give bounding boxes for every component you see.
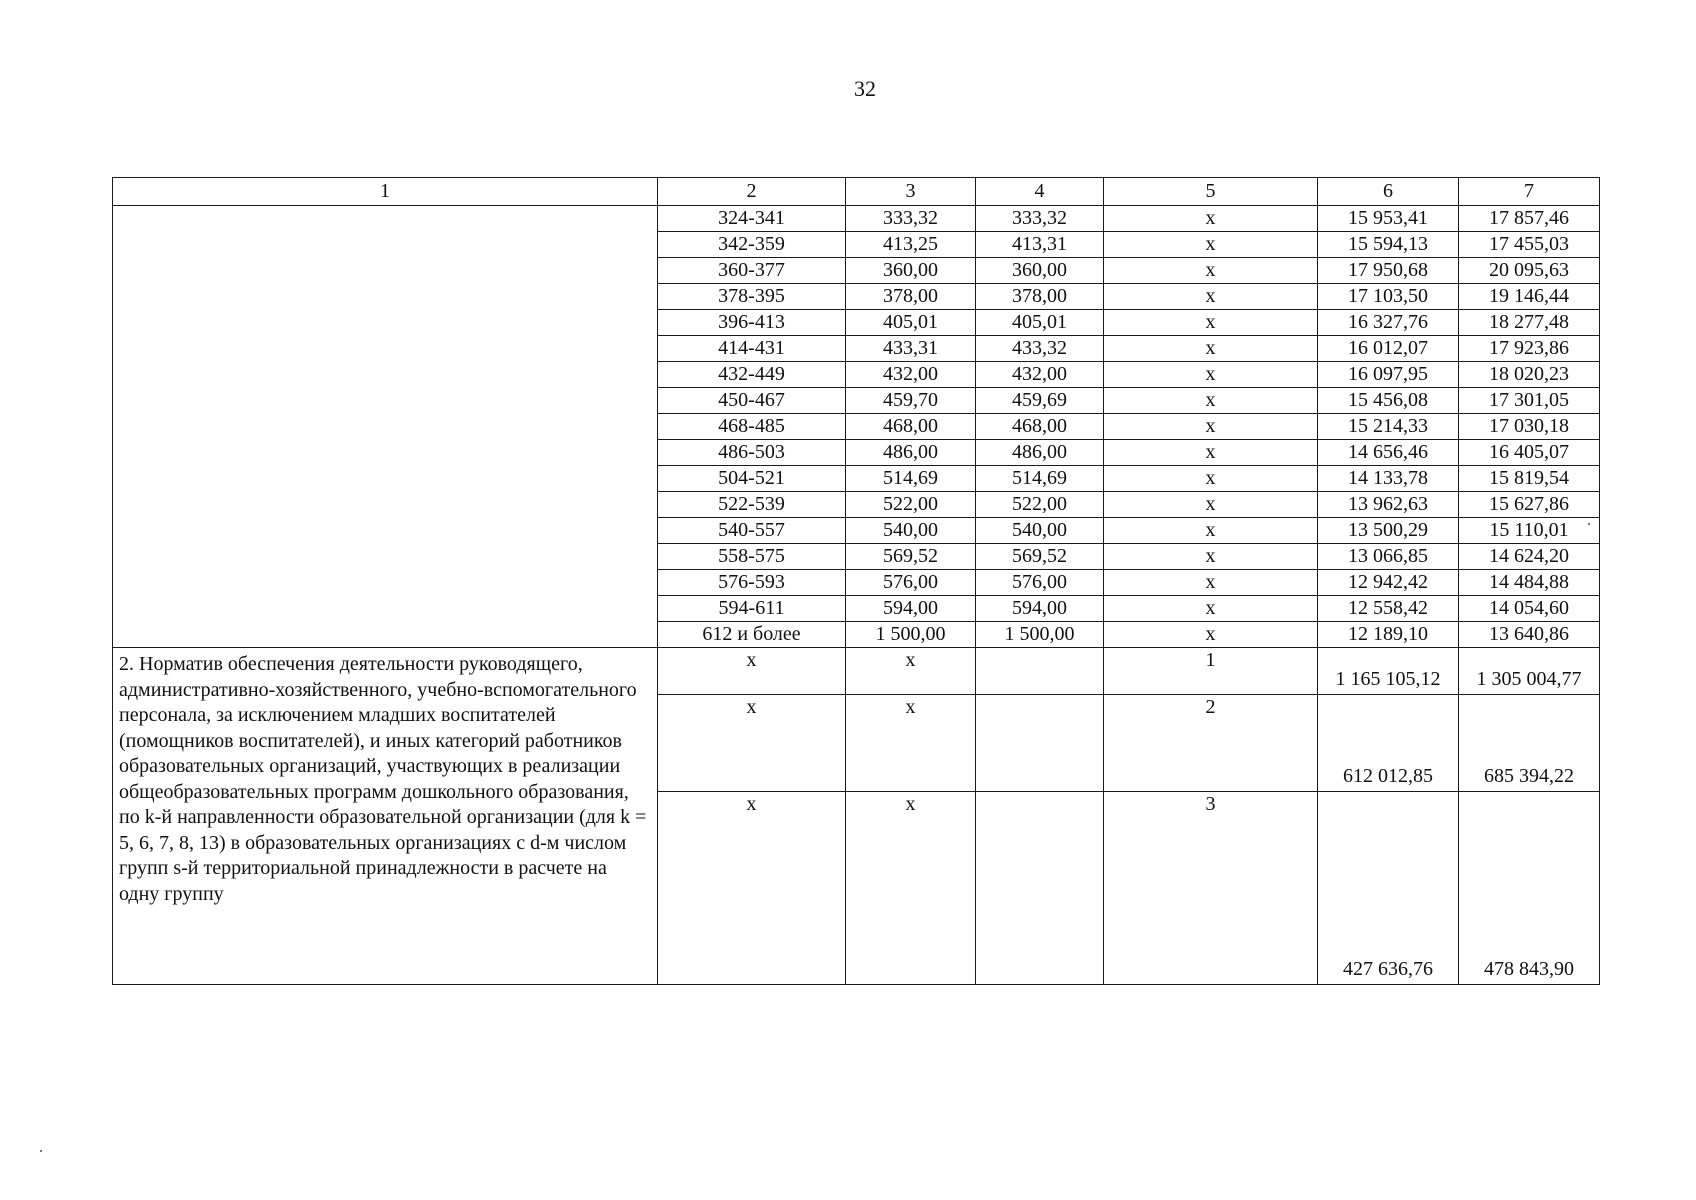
- value-cell: 17 030,18: [1459, 414, 1600, 440]
- value-cell: 514,69: [976, 466, 1104, 492]
- value-cell: 15 214,33: [1318, 414, 1459, 440]
- value-cell: 486,00: [976, 440, 1104, 466]
- value-cell: 14 484,88: [1459, 570, 1600, 596]
- marker-cell: x: [1104, 310, 1318, 336]
- marker-cell: x: [1104, 414, 1318, 440]
- value-cell: 569,52: [846, 544, 976, 570]
- page-number: 32: [854, 76, 876, 101]
- scan-speck: [1588, 523, 1590, 525]
- value-cell: 540,00: [976, 518, 1104, 544]
- value-cell: 1 500,00: [846, 622, 976, 648]
- group-range-cell: 522-539: [658, 492, 846, 518]
- value-cell: 14 656,46: [1318, 440, 1459, 466]
- group-range-cell: 504-521: [658, 466, 846, 492]
- value-cell: 360,00: [846, 258, 976, 284]
- value-cell: 13 066,85: [1318, 544, 1459, 570]
- value-cell: 540,00: [846, 518, 976, 544]
- marker-cell: x: [658, 792, 846, 985]
- group-range-cell: 342-359: [658, 232, 846, 258]
- value-cell: 1 165 105,12: [1318, 648, 1459, 695]
- value-cell: 13 500,29: [1318, 518, 1459, 544]
- value-cell: 16 012,07: [1318, 336, 1459, 362]
- value-cell: 569,52: [976, 544, 1104, 570]
- marker-cell: x: [1104, 492, 1318, 518]
- section2-row: [113, 648, 1600, 695]
- value-cell: 17 301,05: [1459, 388, 1600, 414]
- group-range-cell: 378-395: [658, 284, 846, 310]
- marker-cell: x: [658, 648, 846, 695]
- marker-cell: x: [1104, 466, 1318, 492]
- group-range-cell: 594-611: [658, 596, 846, 622]
- value-cell: 433,32: [976, 336, 1104, 362]
- marker-cell: x: [1104, 518, 1318, 544]
- header-cell: 3: [846, 178, 976, 206]
- marker-cell: x: [1104, 440, 1318, 466]
- marker-cell: x: [1104, 570, 1318, 596]
- value-cell: 12 189,10: [1318, 622, 1459, 648]
- value-cell: 468,00: [976, 414, 1104, 440]
- value-cell: 17 455,03: [1459, 232, 1600, 258]
- value-cell: 17 857,46: [1459, 206, 1600, 232]
- value-cell: 12 558,42: [1318, 596, 1459, 622]
- value-cell: 594,00: [846, 596, 976, 622]
- marker-cell: x: [846, 648, 976, 695]
- value-cell: 432,00: [976, 362, 1104, 388]
- value-cell: 13 962,63: [1318, 492, 1459, 518]
- header-cell: 1: [113, 178, 658, 206]
- value-cell: 12 942,42: [1318, 570, 1459, 596]
- value-cell: 15 953,41: [1318, 206, 1459, 232]
- marker-cell: x: [1104, 388, 1318, 414]
- group-range-cell: 468-485: [658, 414, 846, 440]
- value-cell: 19 146,44: [1459, 284, 1600, 310]
- value-cell: 333,32: [846, 206, 976, 232]
- value-cell: 15 627,86: [1459, 492, 1600, 518]
- value-cell: 17 950,68: [1318, 258, 1459, 284]
- value-cell: 16 405,07: [1459, 440, 1600, 466]
- value-cell: 514,69: [846, 466, 976, 492]
- data-table: [112, 177, 1600, 985]
- marker-cell: x: [1104, 362, 1318, 388]
- group-range-cell: 558-575: [658, 544, 846, 570]
- header-cell: 7: [1459, 178, 1600, 206]
- marker-cell: x: [1104, 258, 1318, 284]
- value-cell: 432,00: [846, 362, 976, 388]
- value-cell: 405,01: [846, 310, 976, 336]
- group-range-cell: 324-341: [658, 206, 846, 232]
- value-cell: 18 277,48: [1459, 310, 1600, 336]
- value-cell: 16 327,76: [1318, 310, 1459, 336]
- value-cell: 522,00: [976, 492, 1104, 518]
- value-cell: 15 819,54: [1459, 466, 1600, 492]
- empty-description-cell: [113, 206, 658, 648]
- value-cell: 459,70: [846, 388, 976, 414]
- empty-cell: [976, 695, 1104, 792]
- value-cell: 15 594,13: [1318, 232, 1459, 258]
- value-cell: 612 012,85: [1318, 695, 1459, 792]
- value-cell: 14 624,20: [1459, 544, 1600, 570]
- marker-cell: x: [1104, 544, 1318, 570]
- value-cell: 522,00: [846, 492, 976, 518]
- value-cell: 413,31: [976, 232, 1104, 258]
- value-cell: 14 133,78: [1318, 466, 1459, 492]
- value-cell: 594,00: [976, 596, 1104, 622]
- marker-cell: x: [1104, 284, 1318, 310]
- value-cell: 13 640,86: [1459, 622, 1600, 648]
- value-cell: 468,00: [846, 414, 976, 440]
- header-cell: 5: [1104, 178, 1318, 206]
- value-cell: 18 020,23: [1459, 362, 1600, 388]
- value-cell: 16 097,95: [1318, 362, 1459, 388]
- group-range-cell: 486-503: [658, 440, 846, 466]
- value-cell: 459,69: [976, 388, 1104, 414]
- table-header-row: [113, 178, 1600, 206]
- table-row: [113, 206, 1600, 232]
- marker-cell: x: [1104, 232, 1318, 258]
- marker-cell: x: [1104, 622, 1318, 648]
- group-count-cell: 2: [1104, 695, 1318, 792]
- marker-cell: x: [1104, 206, 1318, 232]
- value-cell: 478 843,90: [1459, 792, 1600, 985]
- value-cell: 20 095,63: [1459, 258, 1600, 284]
- value-cell: 1 500,00: [976, 622, 1104, 648]
- group-range-cell: 396-413: [658, 310, 846, 336]
- value-cell: 405,01: [976, 310, 1104, 336]
- header-cell: 6: [1318, 178, 1459, 206]
- marker-cell: x: [846, 695, 976, 792]
- value-cell: 576,00: [976, 570, 1104, 596]
- group-range-cell: 450-467: [658, 388, 846, 414]
- value-cell: 427 636,76: [1318, 792, 1459, 985]
- group-range-cell: 576-593: [658, 570, 846, 596]
- header-cell: 2: [658, 178, 846, 206]
- value-cell: 576,00: [846, 570, 976, 596]
- marker-cell: x: [846, 792, 976, 985]
- group-count-cell: 3: [1104, 792, 1318, 985]
- value-cell: 486,00: [846, 440, 976, 466]
- value-cell: 378,00: [976, 284, 1104, 310]
- marker-cell: x: [658, 695, 846, 792]
- value-cell: 333,32: [976, 206, 1104, 232]
- value-cell: 15 456,08: [1318, 388, 1459, 414]
- group-range-cell: 414-431: [658, 336, 846, 362]
- group-range-cell: 612 и более: [658, 622, 846, 648]
- value-cell: 433,31: [846, 336, 976, 362]
- marker-cell: x: [1104, 596, 1318, 622]
- group-range-cell: 432-449: [658, 362, 846, 388]
- value-cell: 17 103,50: [1318, 284, 1459, 310]
- group-range-cell: 540-557: [658, 518, 846, 544]
- value-cell: 15 110,01: [1459, 518, 1600, 544]
- empty-cell: [976, 648, 1104, 695]
- marker-cell: x: [1104, 336, 1318, 362]
- value-cell: 360,00: [976, 258, 1104, 284]
- value-cell: 685 394,22: [1459, 695, 1600, 792]
- scan-speck: [40, 1150, 42, 1152]
- section2-description: 2. Норматив обеспечения деятельности руководящего, административно-хозяйственного, учебно-вспомогательного персонала, за исключением младших воспитателей (помощников воспитателей), и иных категорий работников образовательных организаций, участвующих в реализации общеобразовательных программ дошкольного образования, по k-й направленности образовательной организации (для k = 5, 6, 7, 8, 13) в образовательных организациях с d-м числом групп s-й территориальной принадлежности в расчете на одну группу: [113, 648, 658, 985]
- group-range-cell: 360-377: [658, 258, 846, 284]
- value-cell: 378,00: [846, 284, 976, 310]
- empty-cell: [976, 792, 1104, 985]
- value-cell: 413,25: [846, 232, 976, 258]
- value-cell: 1 305 004,77: [1459, 648, 1600, 695]
- header-cell: 4: [976, 178, 1104, 206]
- value-cell: 14 054,60: [1459, 596, 1600, 622]
- group-count-cell: 1: [1104, 648, 1318, 695]
- value-cell: 17 923,86: [1459, 336, 1600, 362]
